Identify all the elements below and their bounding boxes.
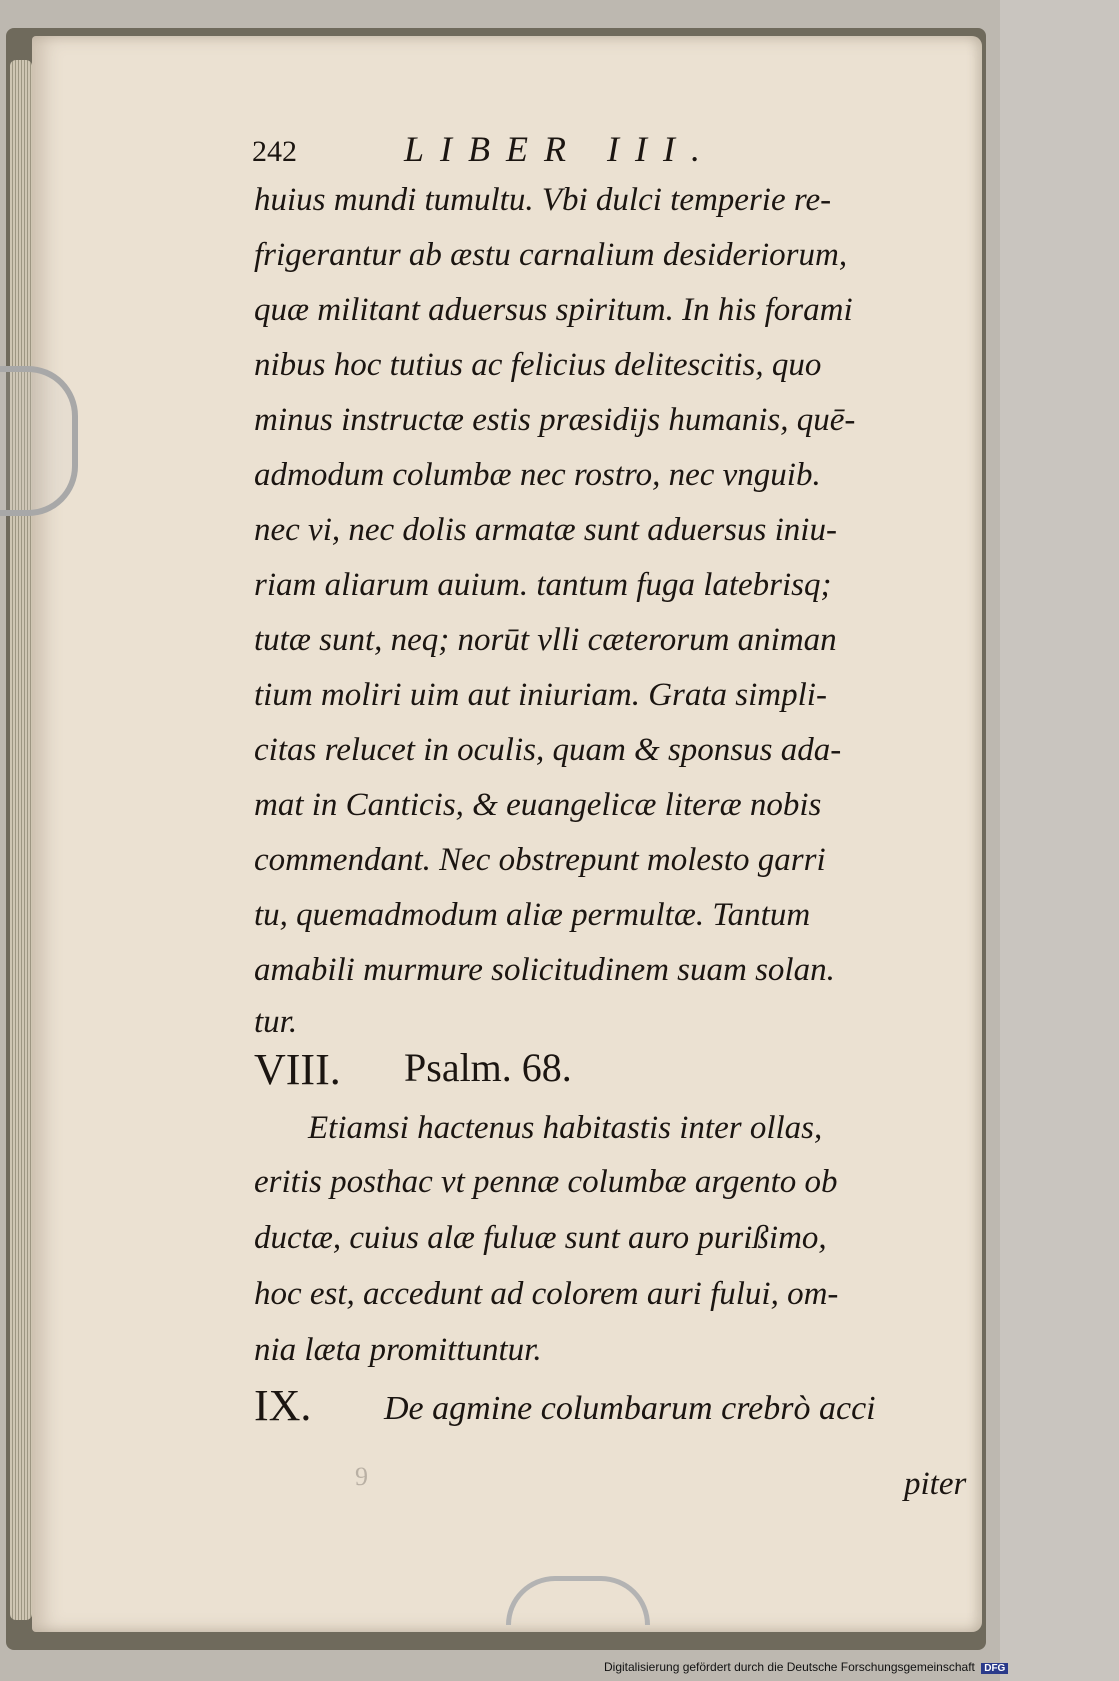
text-line: riam aliarum auium. tantum fuga latebrisq;	[254, 567, 832, 603]
dfg-logo: DFG	[981, 1663, 1008, 1674]
section-numeral: VIII.	[254, 1045, 341, 1094]
page-edges	[10, 60, 32, 1620]
credit-text: Digitalisierung gefördert durch die Deutsche Forschungsgemeinschaft	[604, 1660, 975, 1674]
section-numeral: IX.	[254, 1381, 312, 1430]
text-line: frigerantur ab æstu carnalium desideriorum,	[254, 237, 848, 273]
text-line: admodum columbæ nec rostro, nec vnguib.	[254, 457, 821, 493]
text-line: commendant. Nec obstrepunt molesto garri	[254, 842, 826, 878]
page-number: 242	[252, 135, 297, 168]
text-line: hoc est, accedunt ad colorem auri fului, om-	[254, 1276, 839, 1312]
text-line: citas relucet in oculis, quam & sponsus ada-	[254, 732, 842, 768]
section-heading-ix	[254, 1380, 311, 1431]
page-clip	[0, 366, 78, 516]
text-line: tium moliri uim aut iniuriam. Grata simpli-	[254, 677, 827, 713]
text-line: amabili murmure solicitudinem suam solan.	[254, 952, 835, 988]
text-line: tu, quemadmodum aliæ permultæ. Tantum	[254, 897, 811, 933]
text-line: Etiamsi hactenus habitastis inter ollas,	[308, 1110, 823, 1146]
section-heading-viii	[254, 1044, 572, 1095]
text-line: tutæ sunt, neq; norūt vlli cæterorum animan	[254, 622, 837, 658]
text-line: nec vi, nec dolis armatæ sunt aduersus iniu-	[254, 512, 837, 548]
text-line: minus instructæ estis præsidijs humanis, quē-	[254, 402, 856, 438]
text-line: nia læta promittuntur.	[254, 1332, 542, 1368]
text-line: huius mundi tumultu. Vbi dulci temperie re-	[254, 182, 832, 218]
text-line: eritis posthac vt pennæ columbæ argento ob	[254, 1164, 838, 1200]
pencil-mark: 9	[355, 1462, 368, 1491]
text-line: nibus hoc tutius ac felicius delitescitis, quo	[254, 347, 822, 383]
text-line: quæ militant aduersus spiritum. In his forami	[254, 292, 853, 328]
digitization-credit	[604, 1660, 1008, 1674]
text-line: tur.	[254, 1004, 298, 1040]
page-header	[252, 128, 716, 170]
running-title: LIBER III.	[404, 129, 716, 169]
text-line: mat in Canticis, & euangelicæ literæ nobis	[254, 787, 822, 823]
catchword: piter	[904, 1466, 967, 1502]
text-line: ductæ, cuius alæ fuluæ sunt auro purißimo,	[254, 1220, 827, 1256]
psalm-reference: Psalm. 68.	[404, 1045, 572, 1090]
text-line: De agmine columbarum crebrò acci	[384, 1390, 876, 1427]
